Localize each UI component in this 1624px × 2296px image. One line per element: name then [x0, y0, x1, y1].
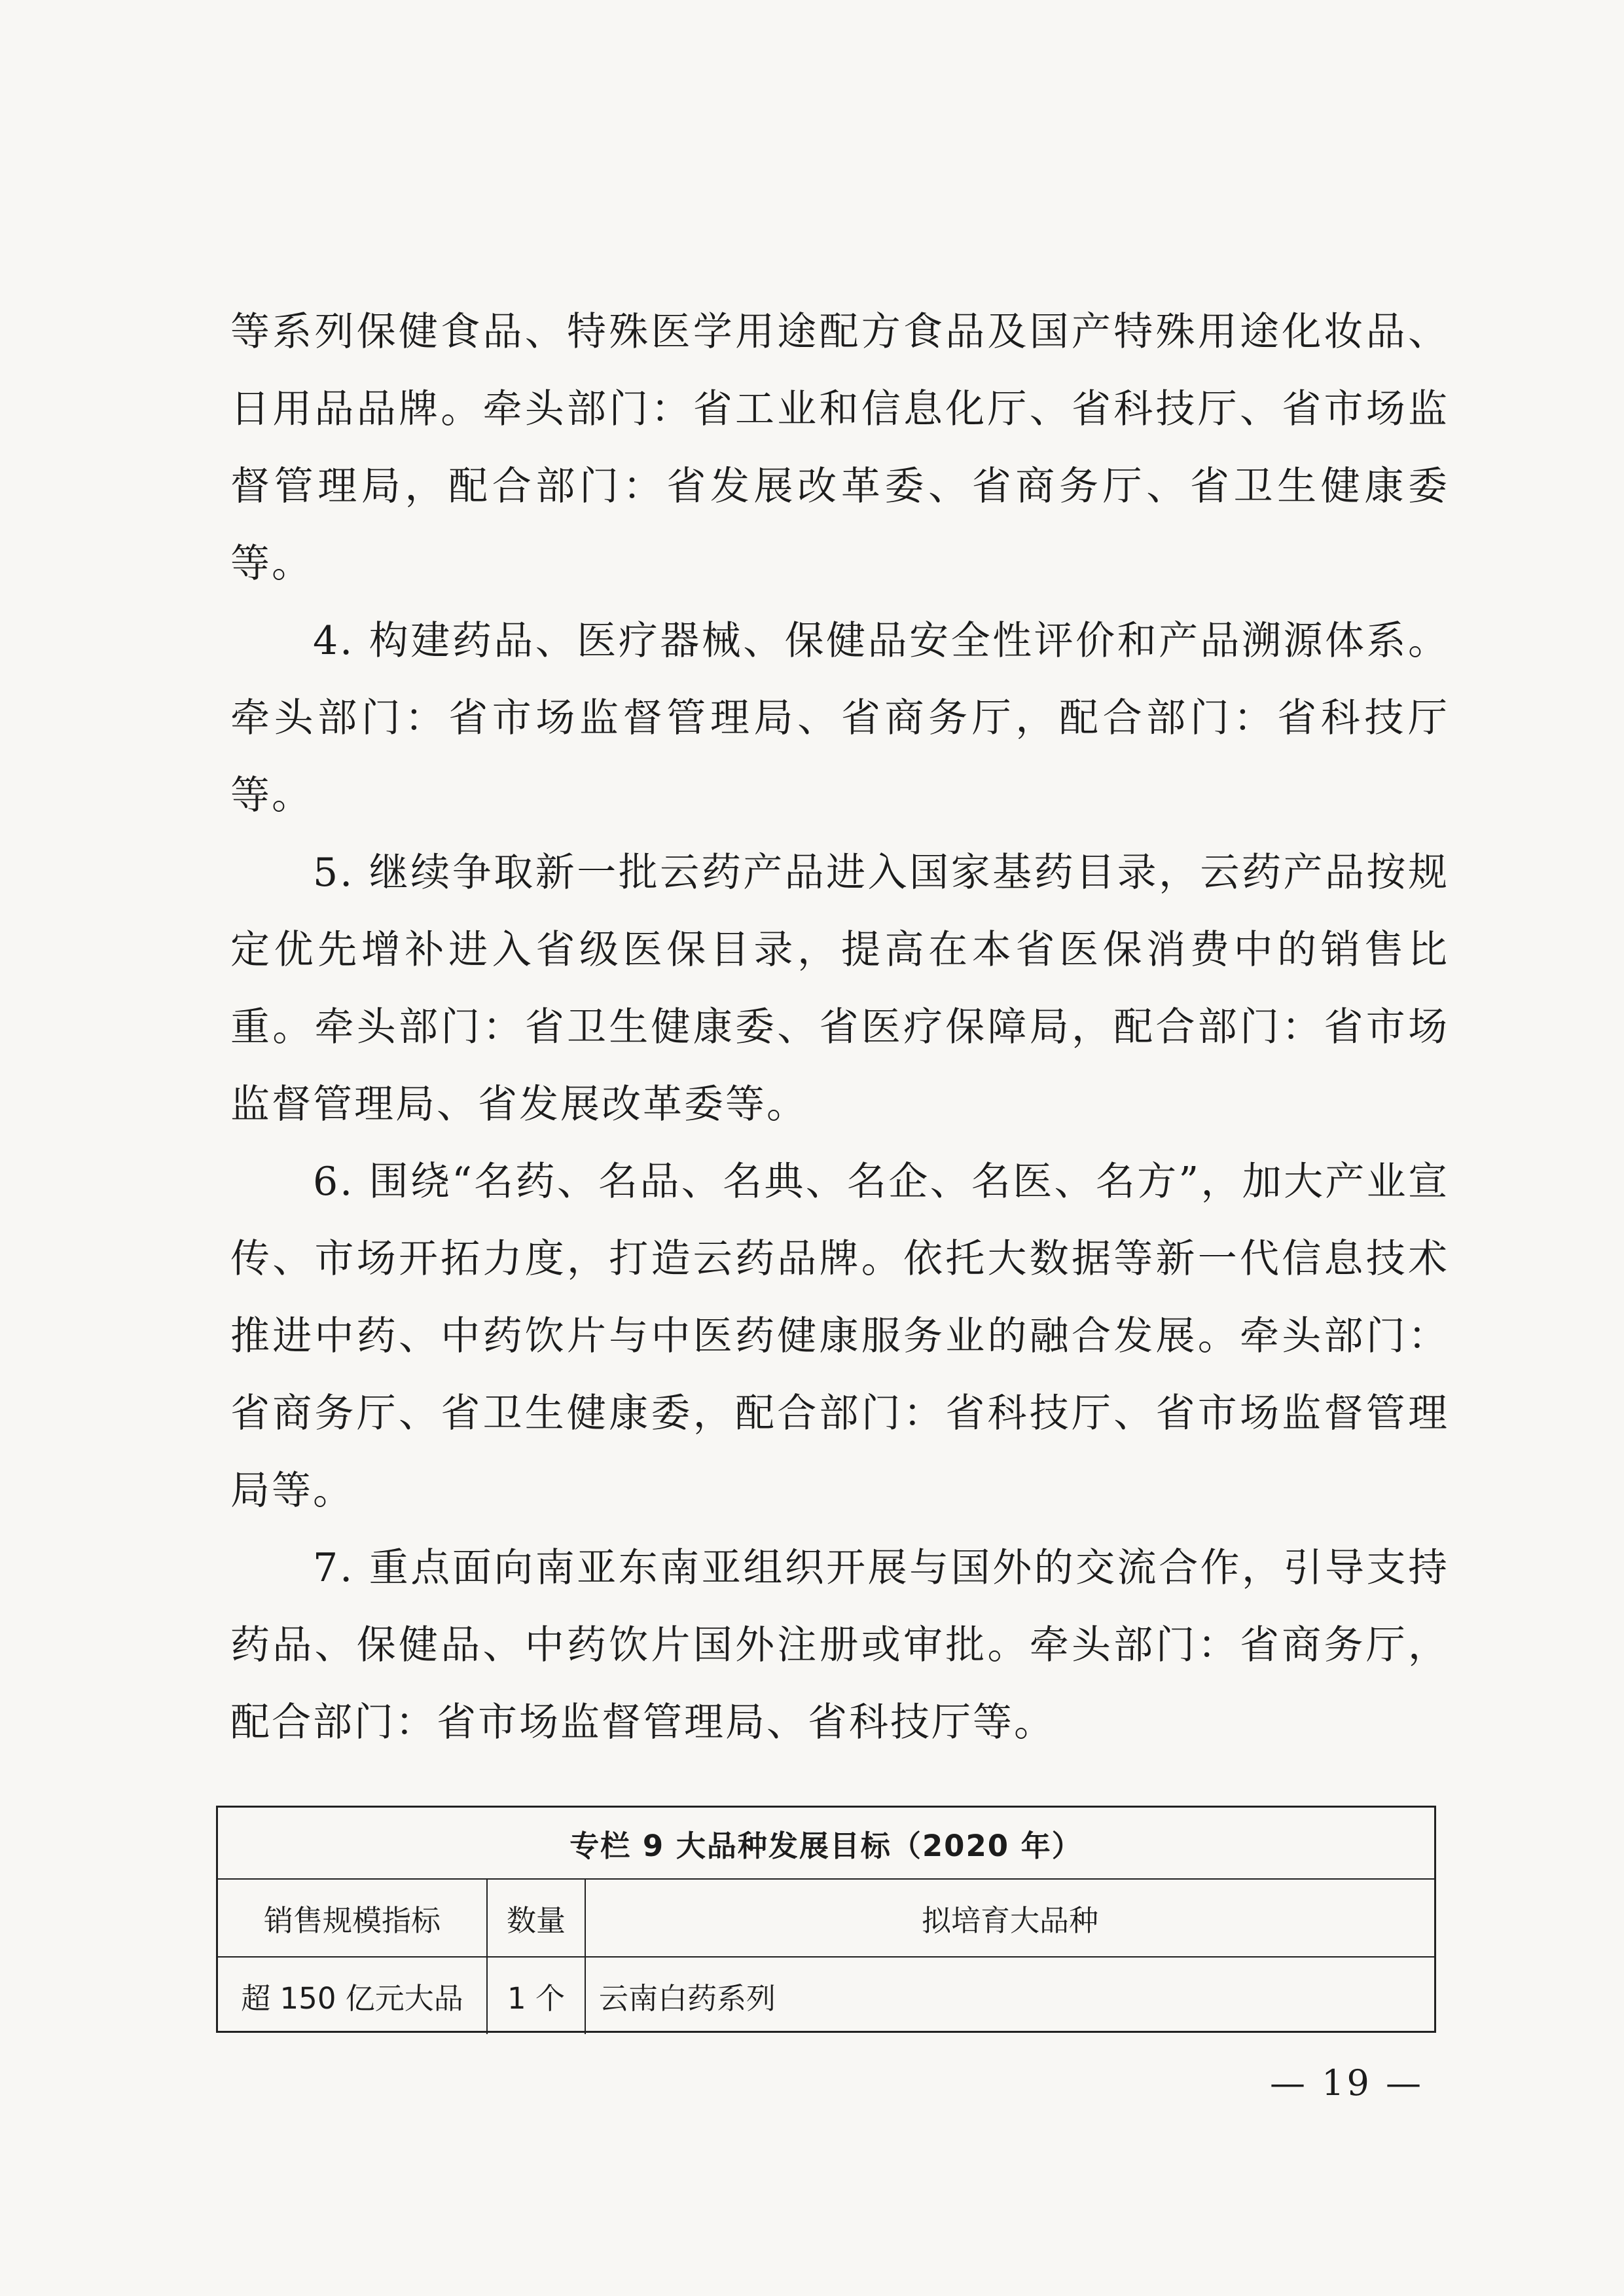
- cell-variety: 云南白药系列: [599, 1981, 776, 2016]
- paragraph-item-7: 7. 重点面向南亚东南亚组织开展与国外的交流合作，引导支持药品、保健品、中药饮片国外注册或审批。牵头部门：省商务厅，配合部门：省市场监督管理局、省科技厅等。: [230, 1545, 1449, 1745]
- header-quantity: 数量: [488, 1880, 586, 1956]
- paragraph-item-6: 6. 围绕“名药、名品、名典、名企、名医、名方”，加大产业宣传、市场开拓力度，打造云药品牌。依托大数据等新一代信息技术推进中药、中药饮片与中医药健康服务业的融合发展。牵头部门：省商务厅、省卫生健康委，配合部门：省科技厅、省市场监督管理局等。: [230, 1159, 1449, 1514]
- table-row: [218, 1958, 1434, 2034]
- cell-sales-scale: 超 150 亿元大品: [218, 1958, 488, 2034]
- header-sales-scale: 销售规模指标: [218, 1880, 488, 1956]
- page-number: — 19 —: [1270, 2062, 1424, 2104]
- paragraph-item-5: 5. 继续争取新一批云药产品进入国家基药目录，云药产品按规定优先增补进入省级医保目录，提高在本省医保消费中的销售比重。牵头部门：省卫生健康委、省医疗保障局，配合部门：省市场监督管理局、省发展改革委等。: [230, 850, 1449, 1127]
- paragraph-continued: 等系列保健食品、特殊医学用途配方食品及国产特殊用途化妆品、日用品品牌。牵头部门：省工业和信息化厅、省科技厅、省市场监督管理局，配合部门：省发展改革委、省商务厅、省卫生健康委等。: [230, 309, 1449, 587]
- table-header-row: [218, 1880, 1434, 1958]
- column-box-table: [216, 1806, 1436, 2033]
- cell-quantity: 1 个: [488, 1958, 586, 2034]
- body-text: [230, 293, 1449, 1761]
- header-variety: 拟培育大品种: [921, 1903, 1098, 1938]
- paragraph-item-4: 4. 构建药品、医疗器械、保健品安全性评价和产品溯源体系。牵头部门：省市场监督管理局、省商务厅，配合部门：省科技厅等。: [230, 618, 1449, 818]
- box-title: 专栏 9 大品种发展目标（2020 年）: [218, 1808, 1434, 1880]
